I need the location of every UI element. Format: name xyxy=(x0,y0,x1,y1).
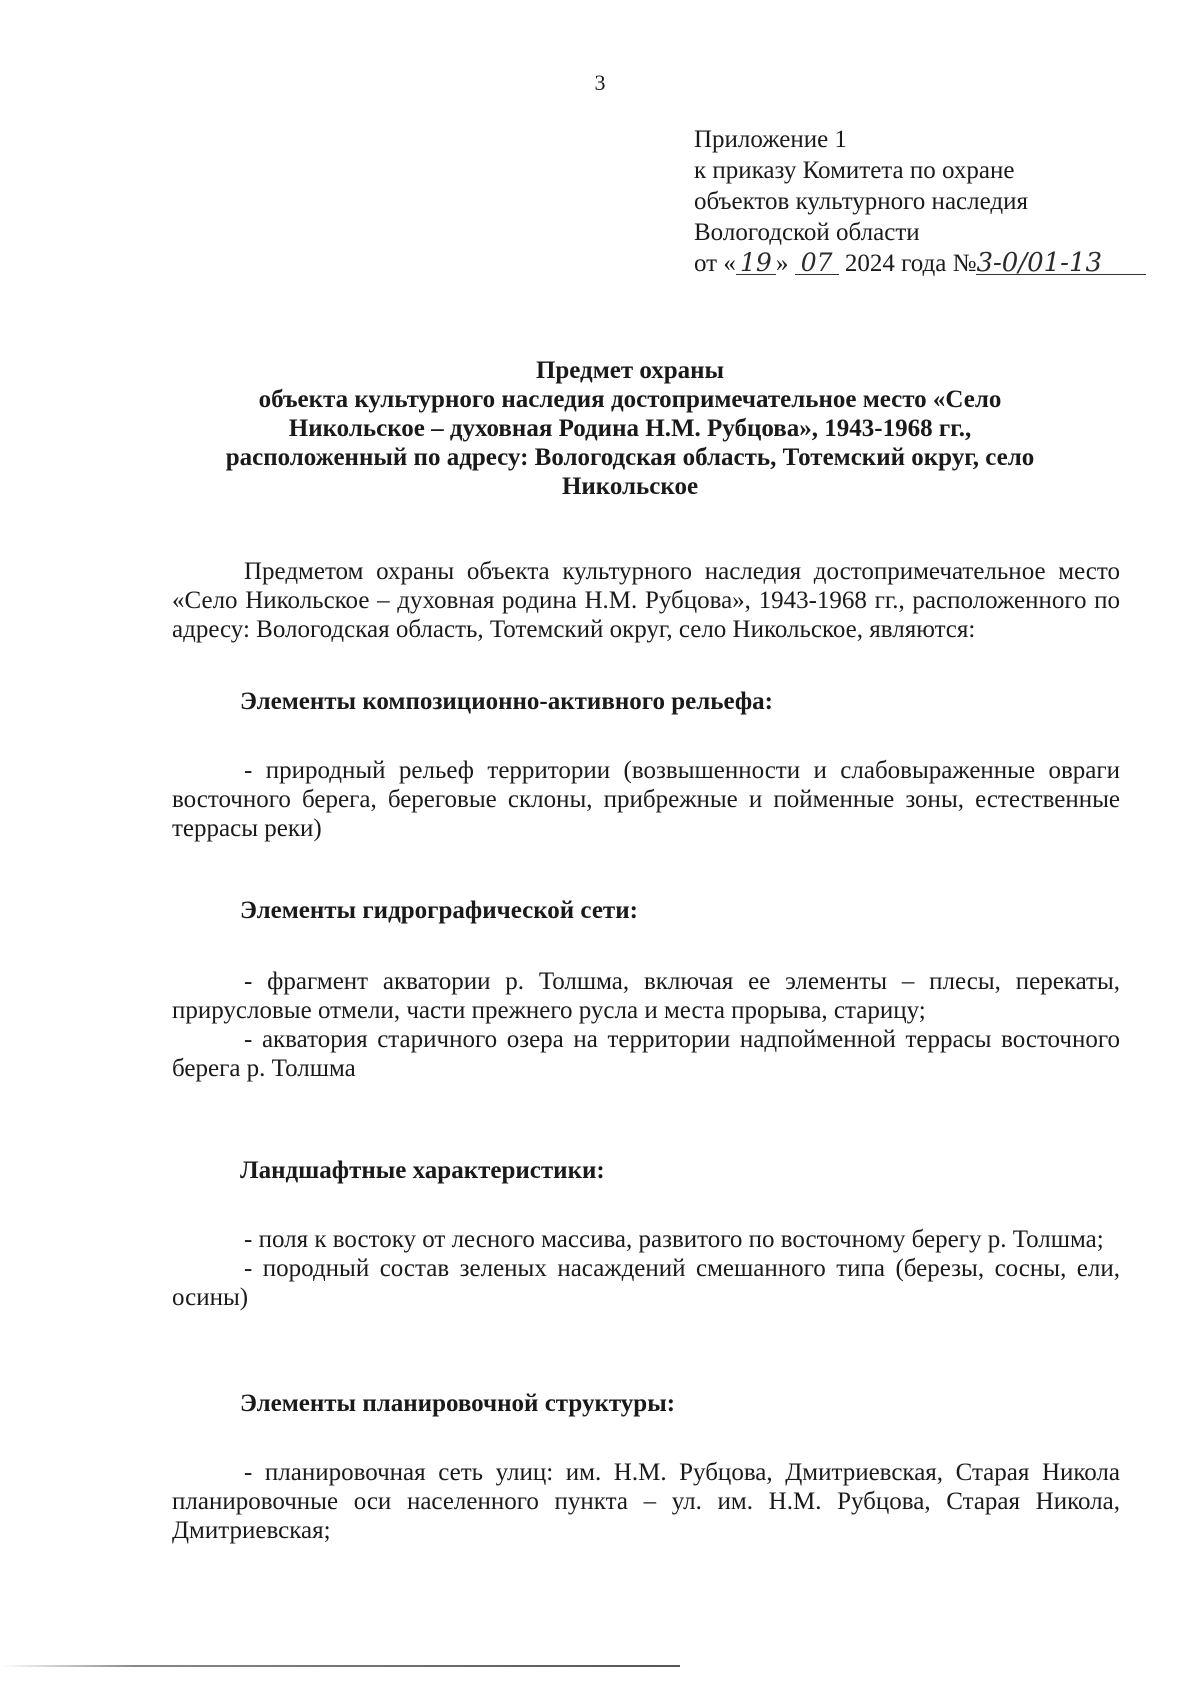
title-line: объекта культурного наследия достопримечательное место «Село xyxy=(258,386,1002,413)
section-heading-planning: Элементы планировочной структуры: xyxy=(240,1390,676,1417)
section-items-hydro xyxy=(172,967,1120,1083)
section-heading-hydro: Элементы гидрографической сети: xyxy=(240,897,638,924)
date-prefix: от « xyxy=(694,250,736,277)
appendix-order-ref: к приказу Комитета по охране xyxy=(694,157,1015,184)
handwritten-day: 19 xyxy=(736,252,776,275)
date-suffix: 2024 года № xyxy=(838,250,977,277)
appendix-date-line xyxy=(694,248,1146,279)
bottom-divider xyxy=(0,1665,680,1667)
list-item: - фрагмент акватории р. Толшма, включая ее элементы – плесы, перекаты, прирусловые отмели, части прежнего русла и места прорыва, старицу; xyxy=(172,968,1120,1024)
section-heading-relief: Элементы композиционно-активного рельефа: xyxy=(240,688,773,715)
page-number: 3 xyxy=(594,70,606,95)
list-item: - породный состав зеленых насаждений смешанного типа (березы, сосны, ели, осины) xyxy=(172,1255,1120,1311)
appendix-committee: объектов культурного наследия xyxy=(694,188,1028,215)
date-mid: » xyxy=(775,250,795,277)
handwritten-order-number: 3-0/01-13 xyxy=(976,252,1146,275)
title-line: Никольское xyxy=(561,473,699,500)
document-title xyxy=(150,356,1110,501)
list-item: - акватория старичного озера на территории надпойменной террасы восточного берега р. Толшма xyxy=(172,1026,1120,1082)
list-item: - планировочная сеть улиц: им. Н.М. Рубцова, Дмитриевская, Старая Никола планировочные оси населенного пункта – ул. им. Н.М. Рубцова, Старая Никола, Дмитриевская; xyxy=(172,1459,1120,1544)
appendix-header xyxy=(694,124,1146,279)
section-items-relief xyxy=(172,756,1120,843)
title-line: Предмет охраны xyxy=(535,357,725,384)
list-item: - природный рельеф территории (возвышенности и слабовыраженные овраги восточного берега, береговые склоны, прибрежные и пойменные зоны, естественные террасы реки) xyxy=(172,757,1120,842)
section-heading-landscape: Ландшафтные характеристики: xyxy=(240,1157,605,1184)
section-items-planning xyxy=(172,1458,1120,1545)
handwritten-month: 07 xyxy=(795,252,839,275)
section-items-landscape xyxy=(172,1225,1120,1312)
appendix-region: Вологодской области xyxy=(694,219,920,246)
title-line: расположенный по адресу: Вологодская область, Тотемский округ, село xyxy=(225,444,1035,471)
title-line: Никольское – духовная Родина Н.М. Рубцова», 1943-1968 гг., xyxy=(288,415,972,442)
intro-paragraph: Предметом охраны объекта культурного наследия достопримечательное место «Село Никольское – духовная родина Н.М. Рубцова», 1943-1968 гг., расположенного по адресу: Вологодская область, Тотемский округ, село Никольское, являются: xyxy=(172,558,1120,643)
appendix-title: Приложение 1 xyxy=(694,126,847,153)
list-item: - поля к востоку от лесного массива, развитого по восточному берегу р. Толшма; xyxy=(244,1226,1104,1253)
